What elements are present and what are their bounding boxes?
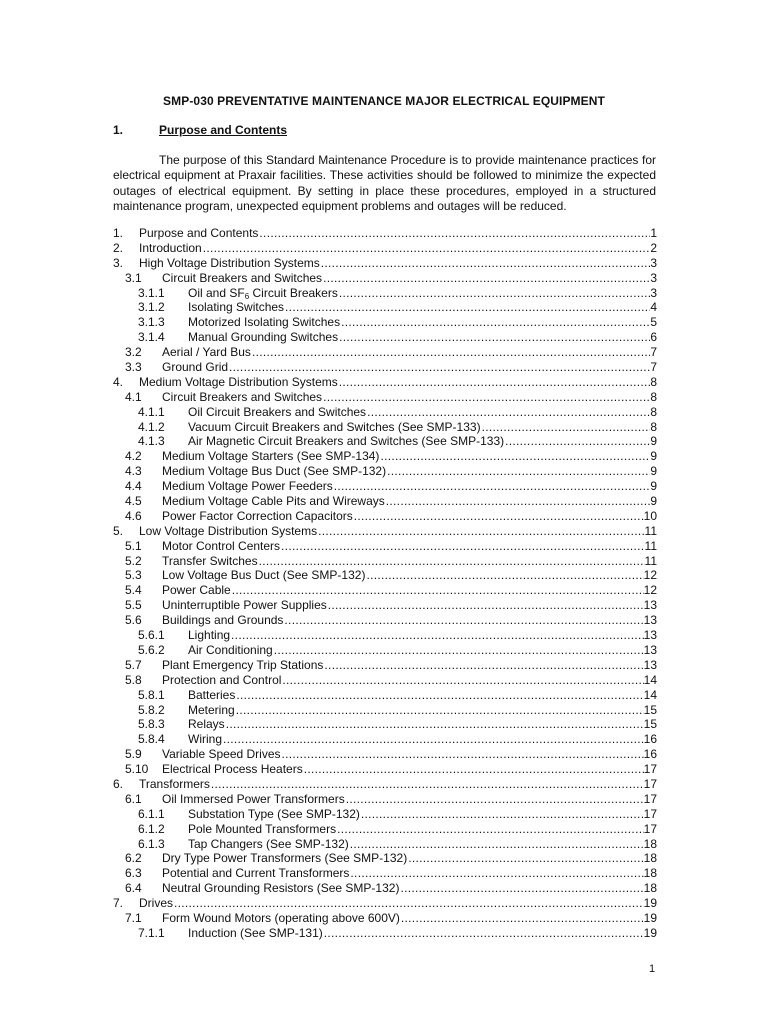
dot-leader bbox=[339, 330, 650, 344]
toc-entry-page: 13 bbox=[643, 642, 657, 657]
toc-entry-title: Power Cable bbox=[162, 583, 231, 598]
toc-entry-title: Transfer Switches bbox=[162, 553, 258, 568]
toc-entry-title: Circuit Breakers and Switches bbox=[162, 270, 323, 285]
dot-leader bbox=[337, 822, 644, 836]
dot-leader bbox=[346, 792, 644, 806]
toc-entry-title: Oil Immersed Power Transformers bbox=[162, 791, 345, 806]
toc-entry-number: 5.9 bbox=[125, 747, 142, 762]
dot-leader bbox=[236, 703, 644, 717]
toc-entry-page: 17 bbox=[643, 821, 657, 836]
toc-entry-number: 5. bbox=[113, 523, 124, 538]
toc-entry-number: 3.2 bbox=[125, 345, 142, 360]
toc-entry-title: Power Factor Correction Capacitors bbox=[162, 508, 353, 523]
toc-entry-page: 2 bbox=[650, 240, 657, 255]
toc-entry-number: 5.6 bbox=[125, 613, 142, 628]
toc-entry[interactable] bbox=[113, 420, 657, 435]
toc-entry-number: 6.2 bbox=[125, 851, 142, 866]
toc-entry-number: 6.3 bbox=[125, 866, 142, 881]
toc-entry-number: 4. bbox=[113, 374, 124, 389]
toc-entry[interactable] bbox=[113, 464, 657, 479]
toc-entry-title: Medium Voltage Power Feeders bbox=[162, 479, 333, 494]
toc-entry-page: 17 bbox=[643, 791, 657, 806]
toc-entry-page: 13 bbox=[643, 598, 657, 613]
toc-entry-number: 5.5 bbox=[125, 598, 142, 613]
toc-entry-page: 7 bbox=[650, 360, 657, 375]
toc-entry[interactable] bbox=[113, 286, 657, 301]
dot-leader bbox=[341, 315, 650, 329]
toc-entry-page: 14 bbox=[643, 672, 657, 687]
toc-entry[interactable] bbox=[113, 881, 657, 896]
dot-leader bbox=[354, 509, 644, 523]
toc-entry-title: Low Voltage Distribution Systems bbox=[139, 523, 318, 538]
toc-entry[interactable] bbox=[113, 271, 657, 286]
dot-leader bbox=[339, 375, 651, 389]
dot-leader bbox=[285, 300, 650, 314]
toc-entry-page: 10 bbox=[643, 508, 657, 523]
toc-entry-title: Substation Type (See SMP-132) bbox=[188, 806, 360, 821]
toc-entry-title-part: Oil and SF bbox=[188, 285, 245, 300]
dot-leader bbox=[229, 360, 650, 374]
toc-entry[interactable] bbox=[113, 628, 657, 643]
toc-entry-number: 5.8.4 bbox=[138, 732, 165, 747]
dot-leader bbox=[350, 866, 643, 880]
toc-entry-number: 4.1.1 bbox=[138, 404, 165, 419]
toc-entry[interactable] bbox=[113, 568, 657, 583]
toc-entry-title: Neutral Grounding Resistors (See SMP-132) bbox=[162, 881, 400, 896]
toc-entry-number: 7.1.1 bbox=[138, 925, 165, 940]
toc-entry-title: Medium Voltage Distribution Systems bbox=[139, 374, 338, 389]
toc-entry-title: Variable Speed Drives bbox=[162, 747, 281, 762]
toc-entry-title: Plant Emergency Trip Stations bbox=[162, 657, 324, 672]
toc-entry[interactable] bbox=[113, 837, 657, 852]
toc-entry-page: 9 bbox=[650, 434, 657, 449]
page-number: 1 bbox=[649, 963, 656, 975]
toc-entry-title: Potential and Current Transformers bbox=[162, 866, 350, 881]
toc-entry-page: 15 bbox=[643, 717, 657, 732]
section-number: 1. bbox=[113, 123, 124, 137]
toc-entry[interactable] bbox=[113, 792, 657, 807]
toc-entry-title: Introduction bbox=[139, 240, 202, 255]
dot-leader bbox=[318, 524, 644, 538]
toc-entry-title: Electrical Process Heaters bbox=[162, 762, 303, 777]
subscript: 6 bbox=[244, 291, 250, 301]
dot-leader bbox=[386, 494, 651, 508]
toc-entry[interactable] bbox=[113, 300, 657, 315]
toc-entry-title: Pole Mounted Transformers bbox=[188, 821, 337, 836]
toc-entry-title: Protection and Control bbox=[162, 672, 282, 687]
toc-entry[interactable] bbox=[113, 583, 657, 598]
toc-entry-page: 18 bbox=[643, 866, 657, 881]
dot-leader bbox=[259, 226, 650, 240]
toc-entry-number: 4.3 bbox=[125, 464, 142, 479]
toc-entry-number: 3. bbox=[113, 255, 124, 270]
toc-entry-title: Induction (See SMP-131) bbox=[188, 925, 323, 940]
toc-entry[interactable] bbox=[113, 851, 657, 866]
toc-entry-page: 11 bbox=[644, 523, 657, 538]
toc-entry-page: 13 bbox=[643, 657, 657, 672]
toc-entry-number: 5.8.1 bbox=[138, 687, 165, 702]
toc-entry[interactable] bbox=[113, 717, 657, 732]
toc-entry-number: 7. bbox=[113, 896, 124, 911]
dot-leader bbox=[482, 420, 651, 434]
toc-entry[interactable] bbox=[113, 911, 657, 926]
toc-entry[interactable] bbox=[113, 390, 657, 405]
toc-entry-title: Metering bbox=[188, 702, 235, 717]
toc-entry-title: High Voltage Distribution Systems bbox=[139, 255, 320, 270]
dot-leader bbox=[282, 747, 644, 761]
toc-entry[interactable] bbox=[113, 747, 657, 762]
toc-entry-title: Wiring bbox=[188, 732, 223, 747]
section-heading bbox=[113, 123, 287, 137]
toc-entry-page: 13 bbox=[643, 613, 657, 628]
toc-entry-page: 12 bbox=[643, 583, 657, 598]
toc-entry-number: 5.4 bbox=[125, 583, 142, 598]
dot-leader bbox=[339, 286, 650, 300]
toc-entry[interactable] bbox=[113, 449, 657, 464]
dot-leader bbox=[232, 583, 644, 597]
toc-entry-title: Motorized Isolating Switches bbox=[188, 315, 341, 330]
toc-entry-page: 15 bbox=[643, 702, 657, 717]
toc-entry-title: Medium Voltage Bus Duct (See SMP-132) bbox=[162, 464, 387, 479]
dot-leader bbox=[505, 434, 650, 448]
dot-leader bbox=[401, 911, 644, 925]
toc-entry-title: Medium Voltage Cable Pits and Wireways bbox=[162, 494, 385, 509]
toc-entry-title: Tap Changers (See SMP-132) bbox=[188, 836, 349, 851]
toc-entry-page: 7 bbox=[650, 345, 657, 360]
toc-entry-number: 6.1.1 bbox=[138, 806, 165, 821]
dot-leader bbox=[174, 896, 644, 910]
toc-entry-page: 16 bbox=[643, 747, 657, 762]
toc-entry[interactable] bbox=[113, 866, 657, 881]
dot-leader bbox=[281, 539, 644, 553]
dot-leader bbox=[324, 658, 643, 672]
section-title: Purpose and Contents bbox=[159, 123, 288, 137]
toc-entry-page: 4 bbox=[650, 300, 657, 315]
toc-entry-number: 4.4 bbox=[125, 479, 142, 494]
toc-entry[interactable] bbox=[113, 494, 657, 509]
toc-entry[interactable] bbox=[113, 226, 657, 241]
toc-entry-page: 6 bbox=[650, 330, 657, 345]
toc-entry-page: 3 bbox=[650, 270, 657, 285]
dot-leader bbox=[211, 777, 644, 791]
toc-entry[interactable] bbox=[113, 598, 657, 613]
toc-entry-number: 3.1 bbox=[125, 270, 142, 285]
dot-leader bbox=[259, 554, 645, 568]
toc-entry-number: 7.1 bbox=[125, 910, 142, 925]
document-title: SMP-030 PREVENTATIVE MAINTENANCE MAJOR ELECTRICAL EQUIPMENT bbox=[163, 94, 605, 108]
toc-entry-page: 12 bbox=[643, 568, 657, 583]
toc-entry-page: 18 bbox=[643, 836, 657, 851]
toc-entry-page: 19 bbox=[643, 896, 657, 911]
toc-entry-title: Low Voltage Bus Duct (See SMP-132) bbox=[162, 568, 366, 583]
paragraph-line: The purpose of this Standard Maintenance Procedure is to provide maintenance practices for bbox=[159, 153, 656, 167]
toc-entry-title: Vacuum Circuit Breakers and Switches (See SMP-133) bbox=[188, 419, 481, 434]
dot-leader bbox=[323, 390, 650, 404]
toc-entry-title-part: Circuit Breakers bbox=[249, 285, 338, 300]
toc-entry-title: Manual Grounding Switches bbox=[188, 330, 339, 345]
toc-entry[interactable] bbox=[113, 643, 657, 658]
toc-entry[interactable] bbox=[113, 524, 657, 539]
toc-entry-page: 9 bbox=[650, 494, 657, 509]
toc-entry-page: 3 bbox=[650, 285, 657, 300]
toc-entry[interactable] bbox=[113, 896, 657, 911]
toc-entry-title: Purpose and Contents bbox=[139, 226, 259, 240]
toc-entry-number: 3.1.2 bbox=[138, 300, 165, 315]
dot-leader bbox=[231, 628, 644, 642]
toc-entry-number: 5.6.2 bbox=[138, 642, 165, 657]
dot-leader bbox=[380, 449, 650, 463]
toc-entry-title: Lighting bbox=[188, 628, 231, 643]
toc-entry-number: 6.4 bbox=[125, 881, 142, 896]
dot-leader bbox=[223, 732, 644, 746]
toc-entry-title: Circuit Breakers and Switches bbox=[162, 389, 323, 404]
toc-entry-title: Ground Grid bbox=[162, 360, 229, 375]
toc-entry-number: 5.8.2 bbox=[138, 702, 165, 717]
toc-entry-number: 3.1.3 bbox=[138, 315, 165, 330]
toc-entry[interactable] bbox=[113, 822, 657, 837]
toc-entry-number: 4.5 bbox=[125, 494, 142, 509]
toc-entry-number: 4.6 bbox=[125, 508, 142, 523]
dot-leader bbox=[324, 926, 644, 940]
toc-entry-number: 4.2 bbox=[125, 449, 142, 464]
toc-entry-number: 5.2 bbox=[125, 553, 142, 568]
toc-entry[interactable] bbox=[113, 703, 657, 718]
toc-entry[interactable] bbox=[113, 315, 657, 330]
toc-entry-number: 5.3 bbox=[125, 568, 142, 583]
toc-entry-page: 14 bbox=[643, 687, 657, 702]
toc-entry[interactable] bbox=[113, 330, 657, 345]
toc-entry-title: Oil Circuit Breakers and Switches bbox=[188, 404, 367, 419]
toc-entry-page: 13 bbox=[643, 628, 657, 643]
toc-entry-page: 18 bbox=[643, 851, 657, 866]
dot-leader bbox=[274, 643, 644, 657]
dot-leader bbox=[321, 256, 651, 270]
toc-entry-number: 4.1.3 bbox=[138, 434, 165, 449]
toc-entry-title: Air Conditioning bbox=[188, 642, 273, 657]
toc-entry-number: 6.1.3 bbox=[138, 836, 165, 851]
toc-entry-number: 5.6.1 bbox=[138, 628, 165, 643]
toc-entry[interactable] bbox=[113, 345, 657, 360]
toc-entry-number: 6. bbox=[113, 776, 124, 791]
dot-leader bbox=[284, 613, 643, 627]
toc-entry-page: 19 bbox=[643, 910, 657, 925]
toc-entry-title: Isolating Switches bbox=[188, 300, 285, 315]
dot-leader bbox=[226, 717, 644, 731]
toc-entry[interactable] bbox=[113, 673, 657, 688]
dot-leader bbox=[252, 345, 650, 359]
toc-entry[interactable] bbox=[113, 256, 657, 271]
toc-entry-title: Air Magnetic Circuit Breakers and Switches (See SMP-133) bbox=[188, 434, 505, 449]
purpose-paragraph bbox=[113, 153, 656, 214]
toc-entry-number: 6.1 bbox=[125, 791, 142, 806]
toc-entry-page: 8 bbox=[650, 404, 657, 419]
dot-leader bbox=[328, 598, 644, 612]
toc-entry-title: Medium Voltage Starters (See SMP-134) bbox=[162, 449, 380, 464]
toc-entry[interactable] bbox=[113, 375, 657, 390]
toc-entry-number: 5.8 bbox=[125, 672, 142, 687]
toc-entry[interactable] bbox=[113, 241, 657, 256]
toc-entry-title: Form Wound Motors (operating above 600V) bbox=[162, 910, 400, 925]
dot-leader bbox=[282, 673, 643, 687]
toc-entry-number: 6.1.2 bbox=[138, 821, 165, 836]
paragraph-line: electrical equipment at Praxair facilities. These activities should be followed to minimize the expected bbox=[113, 168, 656, 183]
toc-entry-page: 11 bbox=[644, 553, 657, 568]
toc-entry-number: 5.7 bbox=[125, 657, 142, 672]
toc-entry-title: Uninterruptible Power Supplies bbox=[162, 598, 327, 613]
toc-entry-title: Transformers bbox=[139, 776, 210, 791]
toc-entry-number: 3.1.4 bbox=[138, 330, 165, 345]
toc-entry-title: Motor Control Centers bbox=[162, 538, 281, 553]
toc-entry-title: Aerial / Yard Bus bbox=[162, 345, 251, 360]
toc-entry-page: 9 bbox=[650, 464, 657, 479]
toc-entry-page: 8 bbox=[650, 374, 657, 389]
toc-entry-page: 8 bbox=[650, 389, 657, 404]
toc-entry[interactable] bbox=[113, 807, 657, 822]
toc-entry[interactable] bbox=[113, 777, 657, 792]
toc-entry-page: 1 bbox=[650, 226, 657, 240]
paragraph-line: maintenance program, unexpected equipment problems and outages will be reduced. bbox=[113, 198, 567, 213]
toc-entry-number: 3.3 bbox=[125, 360, 142, 375]
dot-leader bbox=[400, 881, 643, 895]
toc-entry-page: 8 bbox=[650, 419, 657, 434]
dot-leader bbox=[367, 405, 650, 419]
toc-entry-page: 9 bbox=[650, 449, 657, 464]
toc-entry-page: 11 bbox=[644, 538, 657, 553]
toc-entry-number: 5.10 bbox=[125, 762, 149, 777]
toc-entry[interactable] bbox=[113, 360, 657, 375]
toc-entry-page: 17 bbox=[643, 806, 657, 821]
toc-entry-page: 18 bbox=[643, 881, 657, 896]
toc-entry-page: 9 bbox=[650, 479, 657, 494]
toc-entry[interactable] bbox=[113, 688, 657, 703]
table-of-contents bbox=[113, 226, 657, 941]
toc-entry-number: 5.1 bbox=[125, 538, 142, 553]
toc-entry-page: 17 bbox=[643, 762, 657, 777]
paragraph-line: outages of electrical equipment. By setting in place these procedures, employed in a structured bbox=[113, 183, 656, 198]
toc-entry-number: 3.1.1 bbox=[138, 285, 165, 300]
toc-entry-number: 2. bbox=[113, 240, 124, 255]
dot-leader bbox=[387, 464, 650, 478]
toc-entry[interactable] bbox=[113, 405, 657, 420]
toc-entry-page: 16 bbox=[643, 732, 657, 747]
toc-entry-title: Dry Type Power Transformers (See SMP-132) bbox=[162, 851, 408, 866]
toc-entry[interactable] bbox=[113, 479, 657, 494]
toc-entry[interactable] bbox=[113, 434, 657, 449]
toc-entry-number: 5.8.3 bbox=[138, 717, 165, 732]
dot-leader bbox=[408, 851, 643, 865]
toc-entry-page: 19 bbox=[643, 925, 657, 940]
toc-entry[interactable] bbox=[113, 732, 657, 747]
toc-entry-title: Batteries bbox=[188, 687, 236, 702]
toc-entry-title: Buildings and Grounds bbox=[162, 613, 284, 628]
toc-entry[interactable] bbox=[113, 658, 657, 673]
toc-entry-title: Relays bbox=[188, 717, 225, 732]
dot-leader bbox=[334, 479, 651, 493]
toc-entry-page: 3 bbox=[650, 255, 657, 270]
dot-leader bbox=[304, 762, 644, 776]
dot-leader bbox=[323, 271, 650, 285]
toc-entry[interactable] bbox=[113, 613, 657, 628]
toc-entry-number: 4.1 bbox=[125, 389, 142, 404]
toc-entry-title bbox=[188, 286, 338, 301]
dot-leader bbox=[366, 568, 643, 582]
toc-entry[interactable] bbox=[113, 539, 657, 554]
dot-leader bbox=[361, 807, 644, 821]
toc-entry-page: 5 bbox=[650, 315, 657, 330]
dot-leader bbox=[350, 837, 644, 851]
toc-entry-title: Drives bbox=[139, 896, 174, 911]
toc-entry-number: 4.1.2 bbox=[138, 419, 165, 434]
dot-leader bbox=[203, 241, 651, 255]
toc-entry-page: 17 bbox=[643, 776, 657, 791]
toc-entry[interactable] bbox=[113, 762, 657, 777]
toc-entry[interactable] bbox=[113, 926, 657, 941]
dot-leader bbox=[236, 688, 643, 702]
toc-entry-number: 1. bbox=[113, 226, 124, 240]
toc-entry[interactable] bbox=[113, 509, 657, 524]
toc-entry[interactable] bbox=[113, 554, 657, 569]
